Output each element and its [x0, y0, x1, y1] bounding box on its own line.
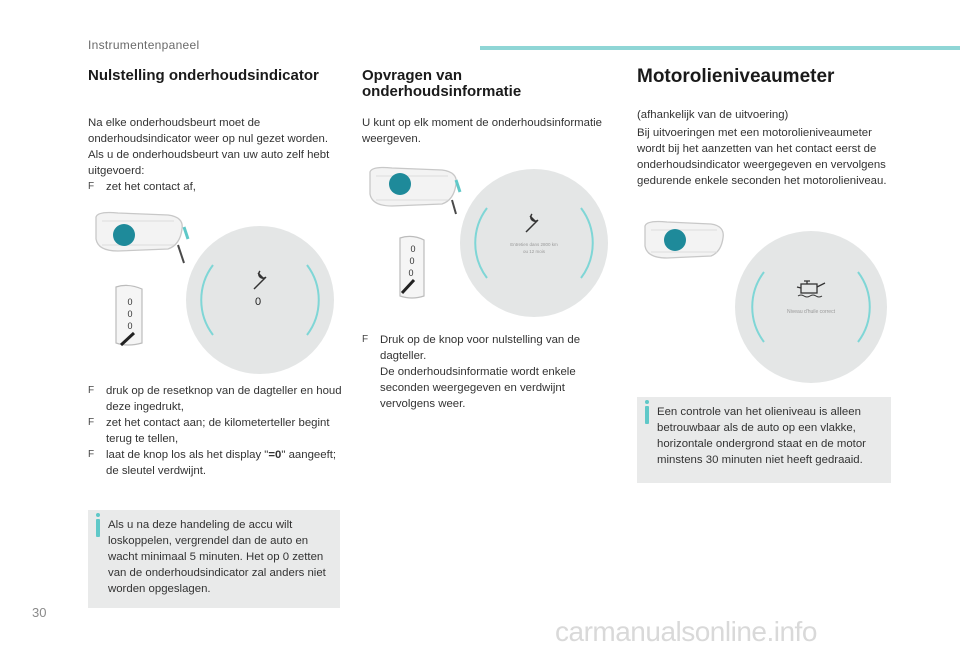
col1-step	[88, 447, 343, 479]
gauge-text-line1: Entretien dans 2800 km	[510, 242, 558, 247]
counter-digit: 0	[127, 321, 133, 331]
step-display-value: =0	[268, 449, 282, 461]
section-title: Instrumentenpaneel	[88, 38, 200, 52]
gauge-text-line2: ou 12 mois	[522, 249, 546, 254]
step-text: zet het contact aan; de kilometerteller begint terug te tellen,	[106, 417, 330, 445]
counter-digit: 0	[408, 268, 414, 278]
counter-digit: 0	[409, 256, 415, 266]
info-icon	[96, 519, 100, 537]
col1-body	[88, 115, 343, 195]
col1-first-bullet	[88, 179, 343, 195]
counter-digit: 0	[127, 297, 133, 307]
reset-knob-pointer	[178, 245, 184, 263]
reset-knob-pointer	[452, 200, 456, 214]
cluster-dial-icon	[664, 229, 686, 251]
col2-title	[362, 68, 612, 100]
step-text: druk op de resetknop van de dagteller en houd deze ingedrukt,	[106, 385, 342, 413]
counter-digit: 0	[410, 244, 416, 254]
bullet-marker: F	[362, 334, 369, 345]
bullet-marker: F	[88, 449, 95, 460]
col3-illustration	[637, 212, 895, 392]
col1-note-box	[88, 510, 340, 608]
gauge-circle	[735, 231, 887, 383]
counter-digit: 0	[127, 309, 133, 319]
col3-subtitle: (afhankelijk van de uitvoering)	[637, 109, 789, 121]
step-text-post: " aangeeft; de sleutel verdwijnt.	[106, 449, 337, 477]
bullet-text: zet het contact af,	[106, 181, 196, 193]
watermark: carmanualsonline.info	[555, 616, 817, 647]
col3-body: Bij uitvoeringen met een motorolieniveaumeter wordt bij het aanzetten van het contact eerst de onderhoudsindicator weergegeven en vervolgens gedurende enkele seconden het motorolieniveau.	[637, 127, 887, 187]
col1-note: Als u na deze handeling de accu wilt loskoppelen, vergrendel dan de auto en wacht minimaal 5 minuten. Het op 0 zetten van de onderhoudsindicator zal anders niet worden opgeslagen.	[108, 519, 326, 595]
gauge-value: 0	[254, 296, 262, 308]
step-text: Druk op de knop voor nulstelling van de dagteller.	[380, 334, 581, 362]
bullet-marker: F	[88, 181, 95, 192]
col1-intro: Na elke onderhoudsbeurt moet de onderhoudsindicator weer op nul gezet worden. Als u de onderhoudsbeurt van uw auto zelf hebt uitgevoerd:	[88, 117, 330, 177]
bullet-marker: F	[88, 385, 95, 396]
col2-title-line1: Opvragen van	[362, 67, 463, 84]
gauge-text: Niveau d'huile correct	[787, 309, 835, 315]
col1-illustration	[88, 205, 350, 375]
info-icon	[645, 406, 649, 424]
cluster-dial-icon	[113, 224, 135, 246]
reset-knob-icon	[184, 227, 188, 239]
col1-step	[88, 383, 343, 415]
col3-note-box	[637, 397, 891, 483]
col2-intro: U kunt op elk moment de onderhoudsinformatie weergeven.	[362, 117, 602, 145]
col2-illustration	[362, 158, 618, 328]
col1-title: Nulstelling onderhoudsindicator	[88, 67, 319, 84]
reset-knob-icon	[456, 180, 460, 192]
step-text-pre: laat de knop los als het display "	[106, 449, 269, 461]
cluster-dial-icon	[389, 173, 411, 195]
col2-step	[362, 332, 620, 364]
col3-title: Motorolieniveaumeter	[637, 66, 835, 87]
col1-steps	[88, 383, 343, 479]
header-accent-bar	[480, 46, 960, 50]
page-number: 30	[32, 605, 47, 620]
col2-steps	[362, 332, 620, 412]
bullet-marker: F	[88, 417, 95, 428]
col3-note: Een controle van het olieniveau is alleen betrouwbaar als de auto op een vlakke, horizontale ondergrond staat en de motor minstens 30 minuten niet heeft gedraaid.	[657, 406, 866, 466]
col2-step-detail: De onderhoudsinformatie wordt enkele seconden weergegeven en verdwijnt vervolgens weer.	[380, 366, 576, 410]
col1-step	[88, 415, 343, 447]
col2-title-line2: onderhoudsinformatie	[362, 83, 522, 100]
